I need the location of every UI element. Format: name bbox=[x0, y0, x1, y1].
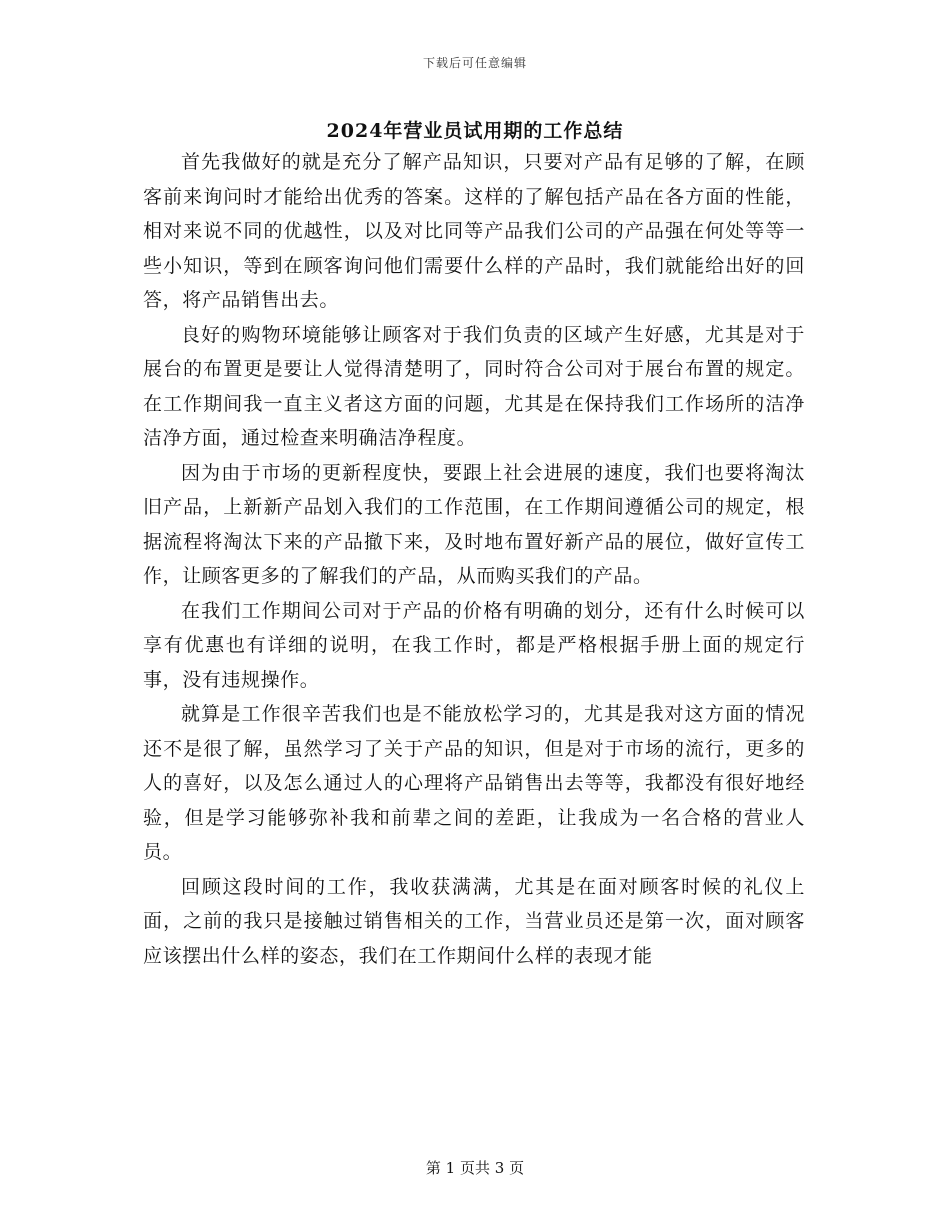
paragraph-4: 在我们工作期间公司对于产品的价格有明确的划分，还有什么时候可以享有优惠也有详细的说明，在我工作时，都是严格根据手册上面的规定行事，没有违规操作。 bbox=[143, 599, 805, 691]
paragraph-3: 因为由于市场的更新程度快，要跟上社会进展的速度，我们也要将淘汰旧产品，上新新产品划入我们的工作范围，在工作期间遵循公司的规定，根据流程将淘汰下来的产品撤下来，及时地布置好新产品的展位，做好宣传工作，让顾客更多的了解我们的产品，从而购买我们的产品。 bbox=[143, 461, 805, 587]
page-number: 第 1 页共 3 页 bbox=[425, 1159, 525, 1177]
paragraph-2: 良好的购物环境能够让顾客对于我们负责的区域产生好感，尤其是对于展台的布置更是要让人觉得清楚明了，同时符合公司对于展台布置的规定。在工作期间我一直主义者这方面的问题，尤其是在保持我们工作场所的洁净洁净方面，通过检查来明确洁净程度。 bbox=[143, 323, 805, 449]
paragraph-6: 回顾这段时间的工作，我收获满满，尤其是在面对顾客时候的礼仪上面，之前的我只是接触过销售相关的工作，当营业员还是第一次，面对顾客应该摆出什么样的姿态，我们在工作期间什么样的表现才能 bbox=[143, 875, 805, 967]
header-note: 下载后可任意编辑 bbox=[422, 56, 527, 70]
paragraph-1: 首先我做好的就是充分了解产品知识，只要对产品有足够的了解，在顾客前来询问时才能给出优秀的答案。这样的了解包括产品在各方面的性能，相对来说不同的优越性，以及对比同等产品我们公司的产品强在何处等等一些小知识，等到在顾客询问他们需要什么样的产品时，我们就能给出好的回答，将产品销售出去。 bbox=[143, 151, 805, 311]
document-title: 2024年营业员试用期的工作总结 bbox=[326, 120, 624, 142]
document-body bbox=[143, 145, 805, 973]
paragraph-5: 就算是工作很辛苦我们也是不能放松学习的，尤其是我对这方面的情况还不是很了解，虽然学习了关于产品的知识，但是对于市场的流行，更多的人的喜好，以及怎么通过人的心理将产品销售出去等等，我都没有很好地经验，但是学习能够弥补我和前辈之间的差距，让我成为一名合格的营业人员。 bbox=[143, 703, 805, 863]
